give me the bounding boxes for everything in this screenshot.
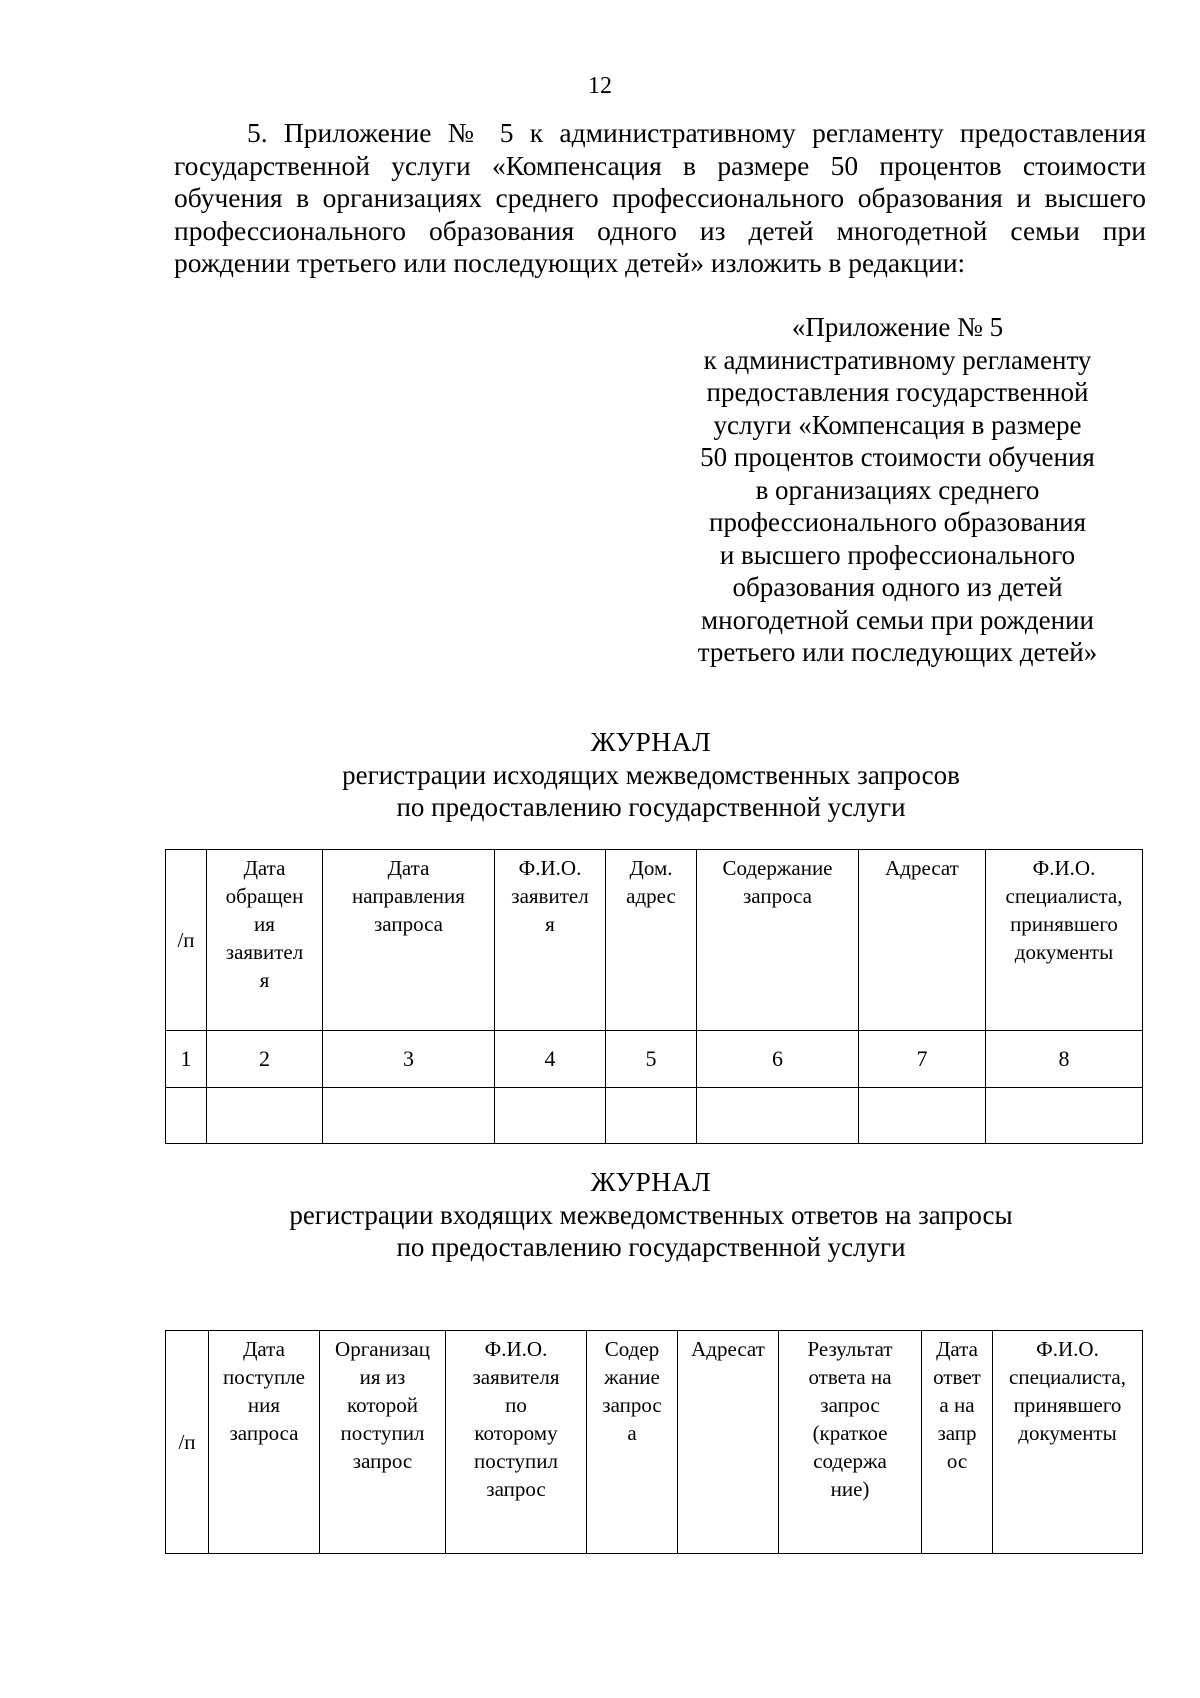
appendix-line: «Приложение № 5 [791,312,1004,342]
appendix-line: услуги «Компенсация в размере [713,409,1082,440]
journal1-index-cell: 6 [697,1031,859,1088]
page-number: 12 [588,73,612,99]
journal1-header-cell: Дата направления запроса [323,850,495,1031]
appendix-line: и высшего профессионального [719,539,1076,570]
journal1-index-cell: 7 [859,1031,986,1088]
journal1-heading [165,726,1137,824]
journal1-index-row [166,1031,1143,1088]
journal1-empty-cell [859,1088,986,1144]
appendix-line: профессионального образования [709,507,1086,537]
journal1-empty-cell [697,1088,859,1144]
journal1-header-row [166,850,1143,1031]
appendix-line: в организациях среднего [755,474,1040,505]
journal2-header-cell: Содер жание запрос а [587,1331,678,1554]
journal2-subtitle: регистрации входящих межведомственных ответов на запросы [289,1199,1013,1230]
journal1-index-cell: 8 [986,1031,1143,1088]
journal1-index-cell: 3 [323,1031,495,1088]
journal1-index-cell: 2 [207,1031,323,1088]
journal1-empty-cell [166,1088,207,1144]
journal1-index-cell: 4 [495,1031,606,1088]
journal1-empty-row [166,1088,1143,1144]
journal2-header-cell: Результат ответа на запрос (краткое содержа ние) [779,1331,922,1554]
journal1-empty-cell [207,1088,323,1144]
journal1-header-cell: Ф.И.О. заявител я [495,850,606,1031]
journal2-header-row [166,1331,1143,1554]
appendix-line: предоставления государственной [706,377,1089,407]
journal1-header-cell: Дата обращен ия заявител я [207,850,323,1031]
appendix-line: образования одного из детей [732,572,1063,602]
journal2-header-cell: Дата поступле ния запроса [209,1331,320,1554]
intro-paragraph: 5. Приложение № 5 к административному регламенту предоставления государственной услуги «Компенсация в размере 50 процентов стоимости обучения в организациях среднего профессионального образования и высшего профессионального образования одного из детей многодетной семьи при рождении третьего или последующих детей» изложить в редакции: [174,117,1146,278]
journal1-subtitle: регистрации исходящих межведомственных запросов [342,759,960,790]
journal2-heading [165,1166,1137,1264]
journal2-header-cell: Адресат [678,1331,779,1554]
journal1-table [165,849,1143,1144]
journal1-index-cell: 1 [166,1031,207,1088]
journal1-empty-cell [606,1088,697,1144]
journal1-index-cell: 5 [606,1031,697,1088]
appendix-line: к административному регламенту [703,344,1092,375]
journal1-subtitle: по предоставлению государственной услуги [396,792,906,822]
journal2-subtitle: по предоставлению государственной услуги [396,1232,906,1262]
journal1-empty-cell [986,1088,1143,1144]
appendix-line: многодетной семьи при рождении [701,604,1094,635]
appendix-line: третьего или последующих детей» [697,637,1098,667]
journal1-header-cell: Дом. адрес [606,850,697,1031]
journal1-header-cell: Адресат [859,850,986,1031]
journal2-header-cell: /п [166,1331,209,1554]
journal2-table [165,1330,1143,1554]
journal2-header-cell: Ф.И.О. заявителя по которому поступил запрос [446,1331,587,1554]
journal1-header-cell: /п [166,850,207,1031]
journal1-empty-cell [323,1088,495,1144]
journal1-header-cell: Содержание запроса [697,850,859,1031]
journal2-header-cell: Ф.И.О. специалиста, принявшего документы [993,1331,1143,1554]
journal2-header-cell: Организац ия из которой поступил запрос [320,1331,446,1554]
journal1-empty-cell [495,1088,606,1144]
appendix-caption [670,311,1125,669]
journal2-header-cell: Дата ответ а на запр ос [922,1331,993,1554]
journal2-title: ЖУРНАЛ [590,1166,712,1197]
journal1-header-cell: Ф.И.О. специалиста, принявшего документы [986,850,1143,1031]
journal1-title: ЖУРНАЛ [590,726,712,757]
appendix-line: 50 процентов стоимости обучения [700,442,1095,472]
